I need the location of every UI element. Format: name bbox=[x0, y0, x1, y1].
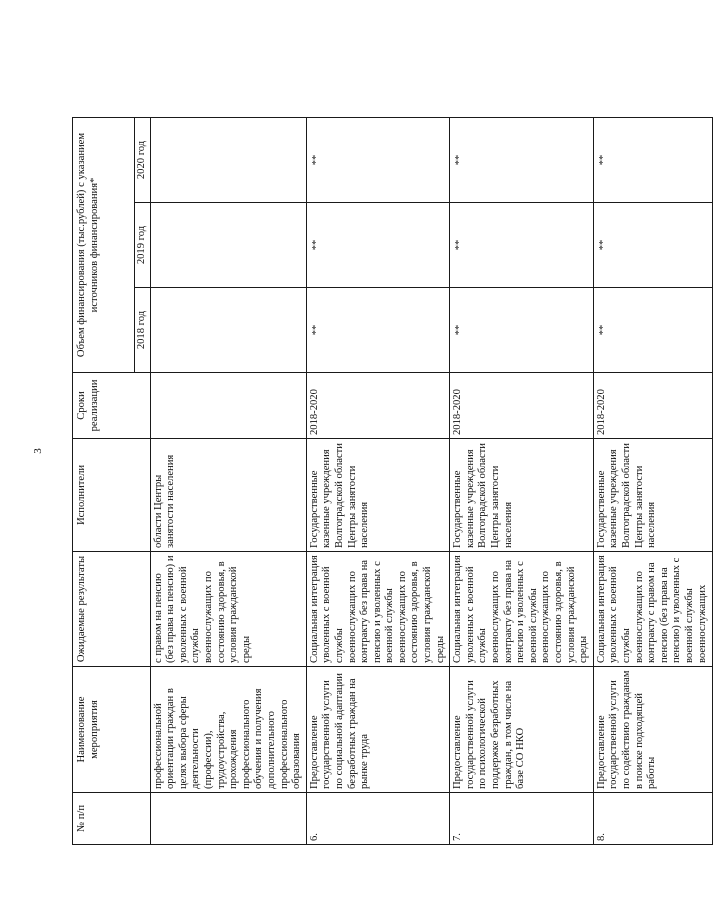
table-row bbox=[450, 117, 594, 844]
row-funding-2019: ** bbox=[593, 203, 712, 288]
header-year-2018: 2018 год bbox=[135, 288, 151, 373]
table-row bbox=[593, 117, 712, 844]
row-executors: области Центры занятости населения bbox=[150, 439, 306, 552]
row-funding-2018 bbox=[150, 288, 306, 373]
row-name: Предоставление государственной услуги по психологической поддержке безработных граждан, в том числе на базе СО НКО bbox=[450, 667, 594, 793]
row-terms: 2018-2020 bbox=[593, 373, 712, 439]
row-funding-2019: ** bbox=[306, 203, 450, 288]
header-year-2020: 2020 год bbox=[135, 117, 151, 202]
row-funding-2018: ** bbox=[306, 288, 450, 373]
row-num: 7. bbox=[450, 793, 594, 845]
row-funding-2020: ** bbox=[306, 117, 450, 202]
header-num: № п/п bbox=[73, 793, 151, 845]
row-terms bbox=[150, 373, 306, 439]
row-name: профессиональной ориентации граждан в целях выбора сферы деятельности (профессии), трудоустройства, прохождения профессионального обучения и получения дополнительного профессионального образования bbox=[150, 667, 306, 793]
row-funding-2020: ** bbox=[450, 117, 594, 202]
row-executors: Государственные казенные учреждения Волгоградской области Центры занятости населения bbox=[450, 439, 594, 552]
row-name: Предоставление государственной услуги по содействию гражданам в поиске подходящей работы bbox=[593, 667, 712, 793]
row-funding-2019: ** bbox=[450, 203, 594, 288]
row-results: Социальная интеграция уволенных с военной службы военнослужащих по контракту без права на пенсию и уволенных с военной службы военнослужащих по состоянию здоровья, в условия гражданской среды bbox=[450, 552, 594, 667]
table-row bbox=[150, 117, 306, 844]
row-executors: Государственные казенные учреждения Волгоградской области Центры занятости населения bbox=[306, 439, 450, 552]
header-funding: Объем финансирования (тыс.рублей) с указанием источников финансирования* bbox=[73, 117, 135, 372]
row-results: Социальная интеграция уволенных с военной службы военнослужащих по контракту с правом на пенсию (без права на пенсию) и уволенных с военной службы военнослужащих bbox=[593, 552, 712, 667]
row-funding-2018: ** bbox=[450, 288, 594, 373]
row-funding-2018: ** bbox=[593, 288, 712, 373]
header-year-2019: 2019 год bbox=[135, 203, 151, 288]
row-results: Социальная интеграция уволенных с военной службы военнослужащих по контракту без права на пенсию и уволенных с военной службы военнослужащих по состоянию здоровья, в условия гражданской среды bbox=[306, 552, 450, 667]
header-executors: Исполнители bbox=[73, 439, 151, 552]
measures-table bbox=[72, 117, 713, 845]
header-name: Наименование мероприятия bbox=[73, 667, 151, 793]
page-number: 3 bbox=[32, 448, 44, 454]
row-funding-2020 bbox=[150, 117, 306, 202]
row-terms: 2018-2020 bbox=[450, 373, 594, 439]
row-executors: Государственные казенные учреждения Волгоградской области Центры занятости населения bbox=[593, 439, 712, 552]
row-num bbox=[150, 793, 306, 845]
row-funding-2019 bbox=[150, 203, 306, 288]
table-row bbox=[306, 117, 450, 844]
table-header-row bbox=[73, 117, 135, 844]
row-results: с правом на пенсию (без права на пенсию) и уволенных с военной службы военнослужащих по состоянию здоровья, в условия гражданской среды bbox=[150, 552, 306, 667]
row-num: 6. bbox=[306, 793, 450, 845]
row-num: 8. bbox=[593, 793, 712, 845]
row-terms: 2018-2020 bbox=[306, 373, 450, 439]
rotated-table-wrapper bbox=[72, 118, 708, 845]
header-terms: Сроки реализации bbox=[73, 373, 151, 439]
row-name: Предоставление государственной услуги по социальной адаптации безработных граждан на рынке труда bbox=[306, 667, 450, 793]
row-funding-2020: ** bbox=[593, 117, 712, 202]
header-results: Ожидаемые результаты bbox=[73, 552, 151, 667]
